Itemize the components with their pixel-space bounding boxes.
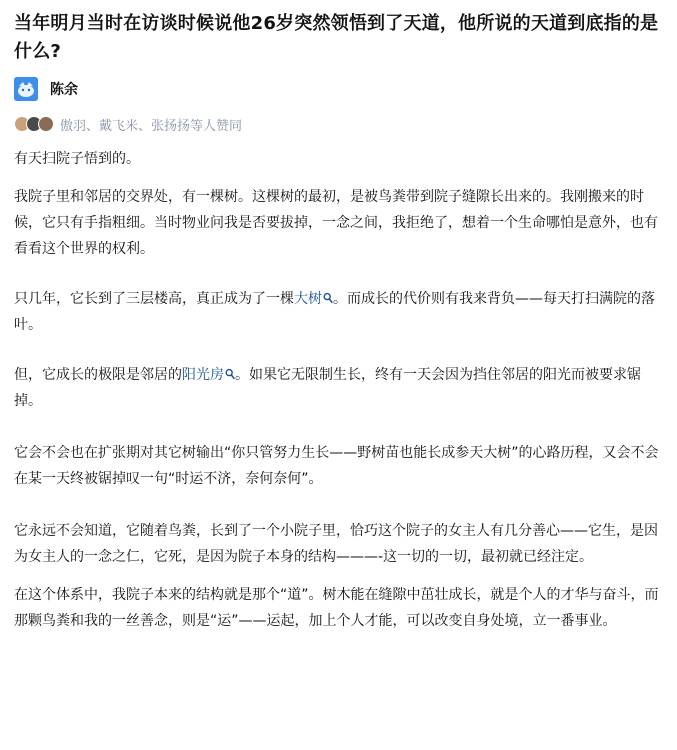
voter-avatars[interactable]: [14, 116, 54, 132]
avatar-image: [14, 77, 38, 101]
paragraph-text: 只几年，它长到了三层楼高，真正成为了一棵: [14, 291, 294, 307]
paragraph-text: 但，它成长的极限是邻居的: [14, 367, 182, 383]
author-info: [14, 76, 663, 102]
paragraph-text: 。而成长的代价则有我来背负——每天打扫满院的落叶。: [14, 291, 655, 333]
paragraph: 我院子里和邻居的交界处，有一棵树。这棵树的最初，是被鸟粪带到院子缝隙长出来的。我刚搬来的时候，它只有手指粗细。当时物业问我是否要拔掉，一念之间，我拒绝了，想着一个生命哪怕是意外，也有看看这个世界的权利。: [14, 189, 658, 257]
search-icon: [225, 368, 235, 380]
keyword-link-tree[interactable]: [294, 291, 333, 307]
keyword-link-text[interactable]: 大树: [294, 291, 322, 307]
paragraph-text: 。如果它无限制生长，终有一天会因为挡住邻居的阳光而被要求锯掉。: [14, 367, 641, 409]
voters-text[interactable]: 傲羽、戴飞米、张扬扬等人赞同: [60, 118, 243, 134]
avatar[interactable]: [14, 77, 38, 101]
search-icon: [323, 292, 333, 304]
answer-content: [14, 146, 663, 634]
paragraph: 在这个体系中，我院子本来的结构就是那个“道”。树木能在缝隙中茁壮成长，就是个人的才华与奋斗，而那颗鸟粪和我的一丝善念，则是“运”——运起，加上个人才能，可以改变自身处境，立一番事业。: [14, 587, 659, 629]
paragraph: 有天扫院子悟到的。: [14, 151, 140, 167]
paragraph: [14, 286, 663, 338]
voters-info: [14, 114, 663, 134]
voter-avatar: [38, 116, 54, 132]
keyword-link-sunroom[interactable]: [182, 367, 235, 383]
question-title[interactable]: 当年明月当时在访谈时候说他26岁突然领悟到了天道，他所说的天道到底指的是什么?: [14, 13, 659, 62]
keyword-link-text[interactable]: 阳光房: [182, 367, 224, 383]
author-name[interactable]: 陈余: [50, 82, 78, 98]
paragraph: 它会不会也在扩张期对其它树输出“你只管努力生长——野树苗也能长成参天大树”的心路历程，又会不会在某一天终被锯掉叹一句“时运不济，奈何奈何”。: [14, 445, 659, 487]
paragraph: [14, 362, 663, 414]
paragraph: 它永远不会知道，它随着鸟粪，长到了一个小院子里，恰巧这个院子的女主人有几分善心——它生，是因为女主人的一念之仁，它死，是因为院子本身的结构———-这一切的一切，最初就已经注定。: [14, 523, 658, 565]
